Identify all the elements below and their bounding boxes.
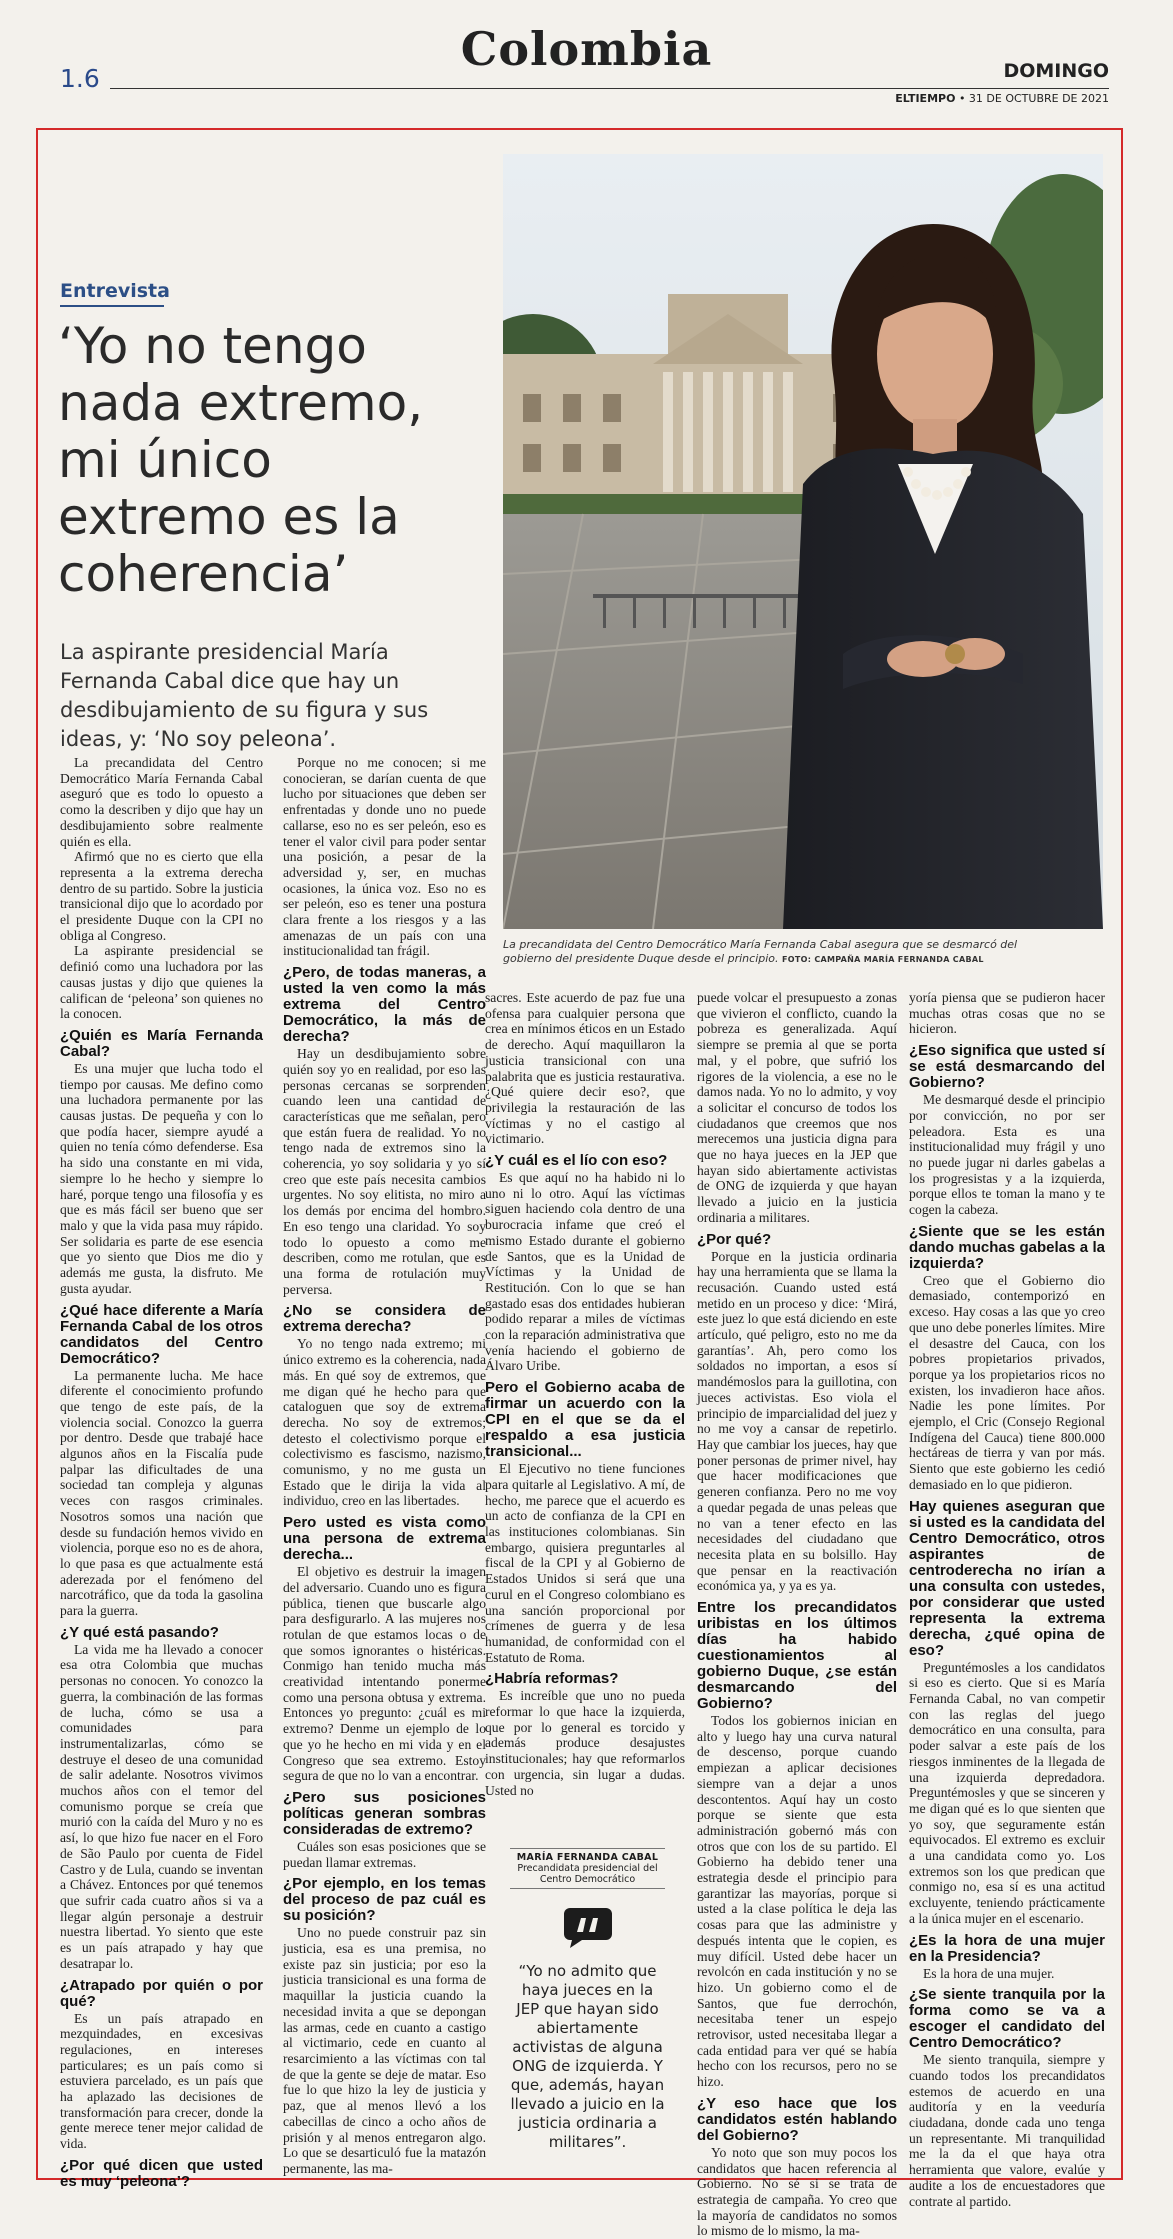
pull-quote-rule [510, 1848, 665, 1849]
page-number: 1.6 [60, 64, 100, 93]
body-paragraph: yoría piensa que se pudieron hacer muchas otras cosas que no se hicieron. [909, 990, 1105, 1037]
body-column-3 [485, 990, 685, 1798]
body-paragraph: Porque no me conocen; si me conocieran, se darían cuenta de que lucho por situaciones que deben ser enfrentadas y donde uno no puede callarse, eso no es ser peleón, eso es tener el valor civil para poder sentar una posición, a pesar de la adversidad y, ser, en muchas ocasiones, la única voz. Eso no es ser peleón, eso es tener una postura clara frente a los riesgos y a las amenazas de un país con una institucionalidad tan frágil. [283, 755, 486, 959]
question-heading: ¿Siente que se les están dando muchas gabelas a la izquierda? [909, 1222, 1105, 1272]
photo-caption [503, 938, 1063, 967]
deck: La aspirante presidencial María Fernanda Cabal dice que hay un desdibujamiento de su figura y sus ideas, y: ‘No soy peleona’. [60, 640, 429, 751]
pull-quote-name: MARÍA FERNANDA CABAL [516, 1852, 659, 1863]
question-heading: Pero el Gobierno acaba de firmar un acuerdo con la CPI en el que se da el respaldo a esa justicia transicional... [485, 1379, 685, 1461]
body-paragraph: puede volcar el presupuesto a zonas que vivieron el conflicto, cuando la pobreza es generalizada. Aquí siempre se premia al que se porta mal, y el pobre, que sufrió los rigores de la violencia, a ese no le damos nada. Yo no lo admito, y voy a solicitar el concurso de todos los ciudadanos que creemos que nos merecemos una justicia digna para que no haya jueces en la JEP que hayan sido abiertamente activistas de ONG de izquierda y que hayan llevado a juicio en la justicia ordinaria a militares. [697, 990, 897, 1225]
question-heading: ¿Qué hace diferente a María Fernanda Cabal de los otros candidatos del Centro Democrático? [60, 1301, 263, 1367]
body-paragraph: La permanente lucha. Me hace diferente el conocimiento profundo que tengo de este país, de la violencia social. Conozco la guerra por dentro. Desde que trabajé hace algunos años en la Fiscalía pude palpar las dificultades de una sociedad tan compleja y algunas veces con rasgos criminales. Nosotros somos una nación que desde su fundación hemos vivido en violencia, porque eso no es de ahora, lo que pasa es que actualmente está aderezada por el fenómeno del narcotráfico, que da toda la gasolina para la guerra. [60, 1367, 263, 1619]
body-paragraph: Uno no puede construir paz sin justicia, esa es una premisa, no existe paz sin justicia; por eso la justicia transicional es una forma de maquillar la justicia cuando la necesidad invita a que se depongan las armas, cede en cuanto a castigo al victimario, cede en cuanto al resarcimiento a las víctimas con tal de que la gente se deje de matar. Eso fue lo que hizo la ley de justicia y paz, que al menos llevó a los cabecillas de cinco a ocho años de prisión y al menos entregaron algo. Lo que se desarticuló fue la matazón permanente, las ma- [283, 1925, 486, 2176]
body-paragraph: La precandidata del Centro Democrático María Fernanda Cabal aseguró que es todo lo opuesto a como la describen y dijo que hay un desdibujamiento sobre realmente quién es ella. [60, 755, 263, 849]
question-heading: ¿Eso significa que usted sí se está desmarcando del Gobierno? [909, 1042, 1105, 1092]
body-paragraph: La aspirante presidencial se definió como una luchadora por las causas justas y dijo que quienes la califican de ‘peleona’ son quienes no la conocen. [60, 943, 263, 1022]
question-heading: Hay quienes aseguran que si usted es la candidata del Centro Democrático, otros aspirantes de centroderecha no irían a una consulta con ustedes, por considerar que usted representa la extrema derecha, ¿qué opina de eso? [909, 1497, 1105, 1659]
body-paragraph: Preguntémosles a los candidatos si eso es cierto. Que si es María Fernanda Cabal, no van competir con las reglas del juego democrático en una consulta, para poder salvar a este país de los riesgos inminentes de la llegada de una izquierda depredadora. Preguntémosles y que se sinceren y me digan qué es lo que sienten que yo soy, que seguramente están equivocados. El extremo es excluir a una candidata como yo. Los extremos son los que predican que conmigo no, esa sí es una actitud excluyente, teniendo prácticamente a la única mujer en el escenario. [909, 1659, 1105, 1926]
date-text: • 31 DE OCTUBRE DE 2021 [958, 92, 1109, 105]
article-photo [503, 154, 1103, 929]
body-column-1 [60, 755, 263, 2191]
headline: ‘Yo no tengo nada extremo, mi único extremo es la coherencia’ [58, 317, 424, 603]
caption-text: La precandidata del Centro Democrático María Fernanda Cabal asegura que se desmarcó del gobierno del presidente Duque desde el principio. [503, 938, 1018, 965]
body-paragraph: Afirmó que no es cierto que ella representa a la extrema derecha dentro de su partido. Sobre la justicia transicional dijo que lo acordado por el presidente Duque con la CPI no obliga al Congreso. [60, 849, 263, 943]
kicker: Entrevista [60, 280, 170, 302]
question-heading: ¿Por qué? [697, 1230, 772, 1248]
question-heading: ¿Por ejemplo, en los temas del proceso de paz cuál es su posición? [283, 1875, 486, 1925]
header-rule [110, 88, 1109, 89]
body-paragraph: Creo que el Gobierno dio demasiado, contemporizó en exceso. Hay cosas a las que yo creo que uno debe ponerles límites. Mire el desastre del Cauca, con los pobres propietarios privados, porque ya los propietarios ricos no existen, los invadieron hace años. Nadie les pone límites. Por ejemplo, el Cric (Consejo Regional Indígena del Cauca) tiene 800.000 hectáreas de tierra y van por más. Siento que este gobierno les cedió demasiado en lo que pidieron. [909, 1272, 1105, 1492]
question-heading: ¿Habría reformas? [485, 1670, 619, 1688]
body-paragraph: Es una mujer que lucha todo el tiempo por causas. Me defino como una luchadora permanente por las causas justas. De pequeña y con lo que podía hacer, siempre ayudé a quien no tenía cómo defenderse. Esa ha sido una constante en mi vida, siempre lo he hecho y siempre lo haré, porque tengo una filosofía y es que es más fácil ser bueno que ser malo y que la vida pasa muy rápido. Ser solidaria es parte de ese esencia que yo siento que Dios me dio y además me gusta, la disfruto. Me gusta ayudar. [60, 1060, 263, 1296]
kicker-underline [60, 305, 164, 307]
question-heading: ¿Se siente tranquila por la forma como se va a escoger el candidato del Centro Democrático? [909, 1986, 1105, 2052]
question-heading: ¿No se considera de extrema derecha? [283, 1302, 486, 1336]
question-heading: ¿Por qué dicen que usted es muy ‘peleona’? [60, 2156, 263, 2190]
photo-illustration [503, 154, 1103, 929]
body-paragraph: Me desmarqué desde el principio por convicción, no por ser peleadora. Esta es una institucionalidad muy frágil y uno no puede jugar ni darles gabelas a los progresistas y a la izquierda, porque ellos te toman la mano y te cogen la cabeza. [909, 1092, 1105, 1218]
body-paragraph: La vida me ha llevado a conocer esa otra Colombia que muchas personas no conocen. Yo conozco la guerra, la combinación de las formas de lucha, cómo se usa a comunidades para instrumentalizarlas, cómo se destruye el deseo de una comunidad de salir adelante. Nosotros vivimos muchos años con el temor del comunismo porque se creía que murió con la caída del Muro y no es así, lo que hizo fue nacer en el Foro de São Paulo por cuenta de Fidel Castro y de Lula, cuando se inventan a Chávez. Entonces por qué tenemos que sufrir cada cuatro años si va a llegar algún personaje a destruir nuestra libertad. Yo siento que este es un país atrapado y hay que desatrapar lo. [60, 1641, 263, 1971]
body-paragraph: Es la hora de una mujer. [923, 1965, 1055, 1981]
photo-credit: FOTO: CAMPAÑA MARÍA FERNANDA CABAL [782, 955, 984, 964]
body-paragraph: Cuáles son esas posiciones que se puedan llamar extremas. [283, 1838, 486, 1870]
question-heading: Pero usted es vista como una persona de extrema derecha... [283, 1514, 486, 1564]
body-paragraph: Todos los gobiernos inician en alto y luego hay una curva natural de descenso, porque cuando empiezan a aplicar decisiones siempre van a dejar a unos descontentos. Aquí hay un costo porque se siente que esta administración gobernó más con otros que con los de su partido. El Gobierno ha debido tener una estrategia desde el principio para garantizar las mayorías, porque si usted a la clase política le deja las cosas para que las administre y después intenta que le copien, es muy difícil. Usted debe hacer un revolcón en cada institución y no se hizo. Un gobierno como el de Santos, que fue derrochón, necesitaba tener un espejo retrovisor, usted necesitaba llegar a cada entidad para ver qué se había hecho con los recursos, pero no se hizo. [697, 1713, 897, 2090]
pull-quote-role: Precandidata presidencial del Centro Democrático [517, 1863, 658, 1885]
body-paragraph: Yo noto que son muy pocos los candidatos que hacen referencia al Gobierno. No sé si se trata de estrategia de campaña. Yo creo que la mayoría de candidatos no somos lo mismo de lo mismo, la ma- [697, 2144, 897, 2239]
section-title: Colombia [460, 22, 713, 76]
question-heading: ¿Quién es María Fernanda Cabal? [60, 1026, 263, 1060]
question-heading: ¿Y eso hace que los candidatos estén hablando del Gobierno? [697, 2094, 897, 2144]
pull-quote-rule [510, 1888, 665, 1889]
pull-quote [510, 1845, 665, 2152]
question-heading: ¿Atrapado por quién o por qué? [60, 1976, 263, 2010]
question-heading: ¿Y qué está pasando? [60, 1623, 219, 1641]
question-heading: ¿Pero, de todas maneras, a usted la ven como la más extrema del Centro Democrático, la más de derecha? [283, 964, 486, 1046]
body-paragraph: Es que aquí no ha habido ni lo uno ni lo otro. Aquí las víctimas siguen haciendo cola dentro de una burocracia infame que creó el mismo Estado durante el gobierno de Santos, que es la Unidad de Víctimas y la Unidad de Restitución. Con lo que se han gastado esas dos entidades hubieran podido reparar a miles de víctimas con la reparación administrativa que venía haciendo el gobierno de Álvaro Uribe. [485, 1170, 685, 1374]
body-paragraph: El Ejecutivo no tiene funciones para quitarle al Legislativo. A mí, de hecho, me parece que el acuerdo es un acto de confianza de la CPI en las instituciones colombianas. Sin embargo, quisiera preguntarles al fiscal de la CPI y al Gobierno de Estados Unidos si será que una curul en el Congreso colombiano es una sanción proporcional por crímenes de guerra y de lesa humanidad, de conformidad con el Estatuto de Roma. [485, 1461, 685, 1665]
body-paragraph: El objetivo es destruir la imagen del adversario. Cuando uno es figura pública, tienen que buscarle algo para desfigurarlo. A las mujeres nos rotulan de que estamos locas o de que somos ignorantes o histéricas. Conmigo han tenido mucha más creatividad intentando ponerme como una persona obtusa y extrema. Entonces yo pregunto: ¿cuál es mi extremo? Denme un ejemplo de lo que yo he hecho en mi vida y en el Congreso que sea extremo. Estoy segura de que no lo van a encontrar. [283, 1564, 486, 1784]
body-paragraph: Porque en la justicia ordinaria hay una herramienta que se llama la recusación. Cuando usted está metido en un proceso y dice: ‘Mirá, este juez lo que está diciendo en este artículo, qué peligro, esto no me da garantías’. Ah, pero como los soldados no importan, a esos sí mandémoslos para la guillotina, con jueces activistas. Eso viola el principio de imparcialidad del juez y no me voy a cansar de repetirlo. Hay que cambiar los jueces, hay que poner personas de primer nivel, hay que hacer modificaciones que generen confianza. Pero no me voy a quedar pegada de unas peleas que no van a tener efecto en las necesidades del ciudadano que necesita plata en su bolsillo. Hay que pensar en la reactivación económica ya, y ya es ya. [697, 1248, 897, 1594]
dateline [895, 92, 1109, 105]
body-paragraph: sacres. Este acuerdo de paz fue una ofensa para cualquier persona que crea en mínimos éticos en un Estado de derecho. Aquí maquillaron la justicia transicional con una palabrita que es justicia restaurativa. ¿Qué quiere decir eso?, que privilegia la restauración de las víctimas y no el castigo al victimario. [485, 990, 685, 1147]
day-label: DOMINGO [1003, 60, 1109, 82]
body-paragraph: Es un país atrapado en mezquindades, en excesivas regulaciones, en intereses particulares; es un país como si estuviera parcelado, es un país que ha aplazado las decisiones de transformación para crecer, donde la gente merece tener mejor calidad de vida. [60, 2010, 263, 2152]
question-heading: Entre los precandidatos uribistas en los últimos días ha habido cuestionamientos al gobierno Duque, ¿se están desmarcando del Gobierno? [697, 1599, 897, 1713]
quote-icon [562, 1906, 614, 1948]
question-heading: ¿Es la hora de una mujer en la Presidencia? [909, 1931, 1105, 1965]
body-column-4 [697, 990, 897, 2239]
body-paragraph: Me siento tranquila, siempre y cuando todos los precandidatos estemos de acuerdo en una auditoría y en la veeduría ciudadana, donde cada uno tenga un representante. Mi tranquilidad me la da el que haya otra herramienta que valore, evalúe y audite a los de encuestadores que contrate al partido. [909, 2052, 1105, 2209]
paper-name: ELTIEMPO [895, 92, 956, 105]
pull-quote-text: “Yo no admito que haya jueces en la JEP que hayan sido abiertamente activistas de alguna ONG de izquierda. Y que, además, hayan llevado a juicio en la justicia ordinaria a militares”. [510, 1962, 665, 2151]
body-column-2 [283, 755, 486, 2177]
question-heading: ¿Y cuál es el lío con eso? [485, 1152, 668, 1170]
body-column-5 [909, 990, 1105, 2209]
question-heading: ¿Pero sus posiciones políticas generan sombras consideradas de extremo? [283, 1788, 486, 1838]
body-paragraph: Es increíble que uno no pueda reformar lo que hace la izquierda, que por lo general es torcido y además produce desajustes institucionales; hay que reformarlos con urgencia, sin lugar a dudas. Usted no [485, 1688, 685, 1798]
body-paragraph: Hay un desdibujamiento sobre quién soy yo en realidad, por eso las personas cercanas se sorprenden cuando leen una cantidad de características que me señalan, pero que están fuera de realidad. Yo no tengo nada de extremos sino la coherencia, yo soy solidaria y yo sí creo que este país necesita cambios urgentes. No soy elitista, no miro a los demás por encima del hombro. En eso tengo una claridad. Yo soy todo lo opuesto a como me describen, como me rotulan, que es una forma de rotulación muy perversa. [283, 1046, 486, 1297]
body-paragraph: Yo no tengo nada extremo; mi único extremo es la coherencia, nada más. En qué soy de extremos, que me digan qué he hecho para que cataloguen que soy de extrema derecha. No soy de extremos; detesto el colectivismo porque el colectivismo es fascismo, nazismo, comunismo, y no me gusta un Estado que le dirija la vida al individuo, creo en las libertades. [283, 1336, 486, 1509]
